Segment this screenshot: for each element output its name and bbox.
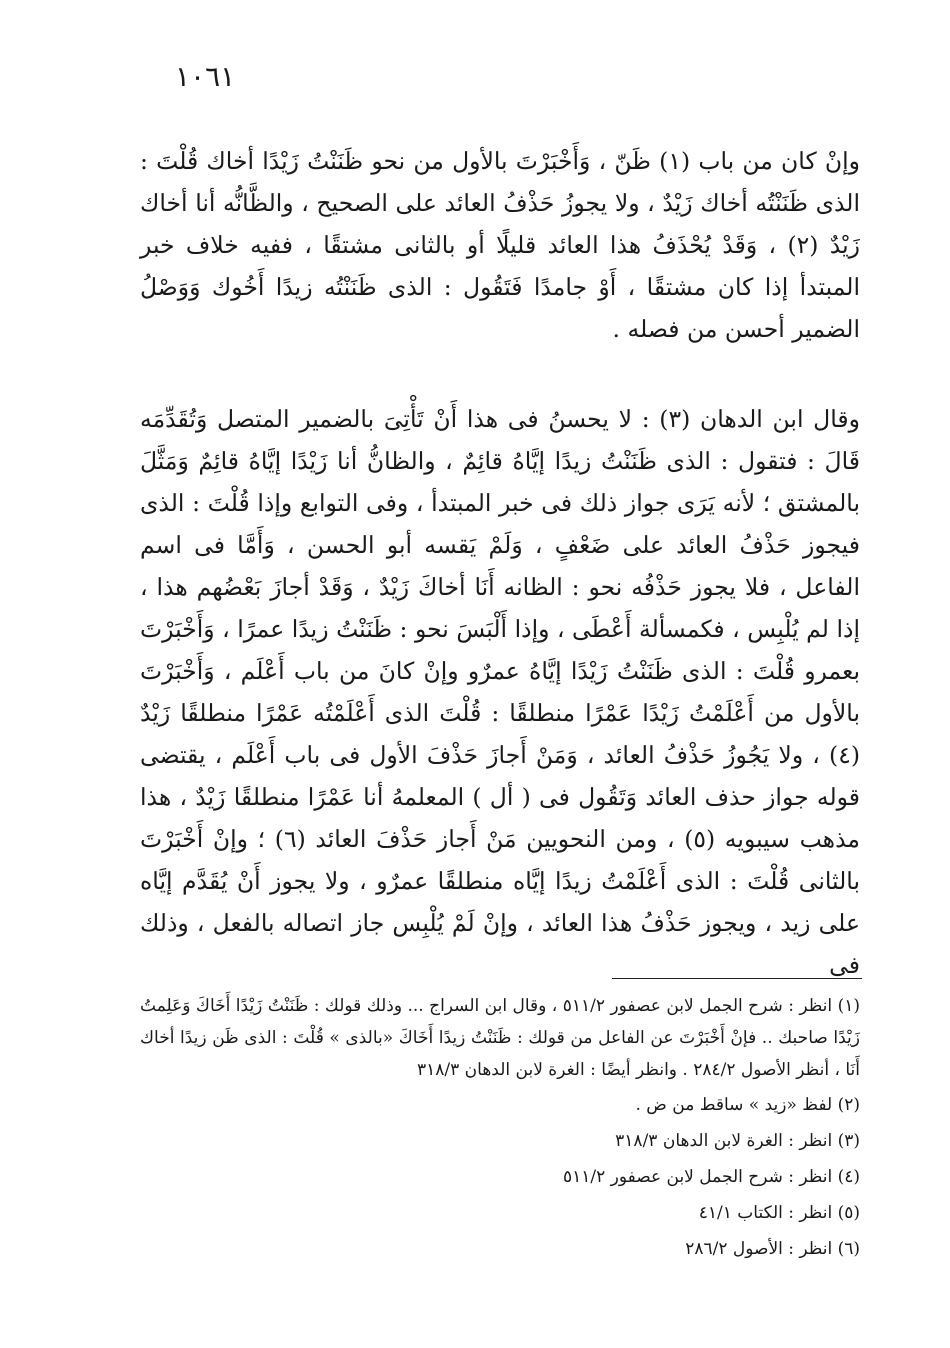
footnote-5: (٥) انظر : الكتاب ٤١/١	[698, 1203, 860, 1223]
footnote-separator-rule	[612, 978, 862, 979]
body-paragraph-1	[140, 140, 860, 350]
footnote-1: (١) انظر : شرح الجمل لابن عصفور ٥١١/٢ ، وقال ابن السراج ... وذلك قولك : ظَنَنْتُ زَيْدًا أَخَاكَ وَعَلِمتُ زَيْدًا صاحبك .. فإنْ أَخْبَرْتَ عن الفاعل من قولك : ظَنَنْتُ زيدًا أَخَاكَ «بالذى » قُلْتَ : الذى ظَن زيدًا أخاك أَنَا ، أنظر الأصول ٢٨٤/٢ . وانظر أيضًا : الغرة لابن الدهان ٣١٨/٣	[140, 996, 860, 1080]
paragraph-text: وقال ابن الدهان (٣) : لا يحسنُ فى هذا أَنْ تَأْتِىَ بالضمير المتصل وَتُقَدِّمَه قَالَ : فتقول : الذى ظَنَنْتُ زيدًا إيَّاهُ قائِمٌ ، والظانُّ أنا زَيْدًا إيَّاهُ قائِمٌ وَمَثَّلَ بالمشتق ؛ لأنه يَرَى جواز ذلك فى خبر المبتدأ ، وفى التوابع وإذا قُلْتَ : الذى فيجوز حَذْفُ العائد على ضَعْفٍ ، وَلَمْ يَقسه أبو الحسن ، وَأَمَّا فى اسم الفاعل ، فلا يجوز حَذْفُه نحو : الظانه أَنَا أخاكَ زَيْدٌ ، وَقَدْ أجازَ بَعْضُهم هذا ، إذا لم يُلْبِس ، فكمسألة أَعْطَى ، وإذا أَلْبَسَ نحو : ظَنَنْتُ زيدًا عمرًا ، وَأَخْبَرْتَ بعمرو قُلْتَ : الذى ظَنَنْتُ زَيْدًا إيَّاهُ عمرٌو وإنْ كانَ من باب أَعْلَم ، وَأَخْبَرْتَ بالأول من أَعْلَمْتُ زَيْدًا عَمْرًا منطلقًا : قُلْتَ الذى أَعْلَمْتُه عَمْرًا منطلقًا زَيْدٌ (٤) ، ولا يَجُوزُ حَذْفُ العائد ، وَمَنْ أَجازَ حَذْفَ الأول فى باب أَعْلَم ، يقتضى قوله جواز حذف العائد وَتَقُول فى ( أل ) المعلمهُ أنا عَمْرًا منطلقًا زَيْدٌ ، هذا مذهب سيبويه (٥) ، ومن النحويين مَنْ أَجاز حَذْفَ العائد (٦) ؛ وإنْ أَخْبَرْتَ بالثانى قُلْتَ : الذى أَعْلَمْتُ زيدًا إيَّاه منطلقًا عمرٌو ، ولا يجوز أَنْ يُقَدَّم إيَّاه على زيد ، ويجوز حَذْفُ هذا العائد ، وإنْ لَمْ يُلْبِس جاز اتصاله بالفعل ، وذلك فى	[140, 405, 860, 979]
footnote-4: (٤) انظر : شرح الجمل لابن عصفور ٥١١/٢	[562, 1167, 860, 1187]
page-number: ١٠٦١	[175, 60, 236, 93]
body-paragraph-2	[140, 398, 860, 986]
footnote-6: (٦) انظر : الأصول ٢٨٦/٢	[685, 1239, 860, 1259]
footnote-3: (٣) انظر : الغرة لابن الدهان ٣١٨/٣	[615, 1131, 860, 1151]
paragraph-text: وإنْ كان من باب (١) ظَنّ ، وَأَخْبَرْتَ بالأول من نحو ظَنَنْتُ زَيْدًا أخاك قُلْتَ : الذى ظَنَنْتُه أخاك زَيْدٌ ، ولا يجوزُ حَذْفُ العائد على الصحيح ، والظَّانُّه أنا أخاك زَيْدٌ (٢) ، وَقَدْ يُحْذَفُ هذا العائد قليلًا أو بالثانى مشتقًا ، ففيه خلاف خبر المبتدأ إذا كان مشتقًا ، أَوْ جامدًا فَتَقُول : الذى ظَنَنْتُه زيدًا أَخُوك وَوَصْلُ الضمير أحسن من فصله .	[140, 147, 860, 343]
footnote-2: (٢) لفظ «زيد » ساقط من ض .	[635, 1095, 860, 1115]
footnotes-section	[140, 990, 860, 1266]
